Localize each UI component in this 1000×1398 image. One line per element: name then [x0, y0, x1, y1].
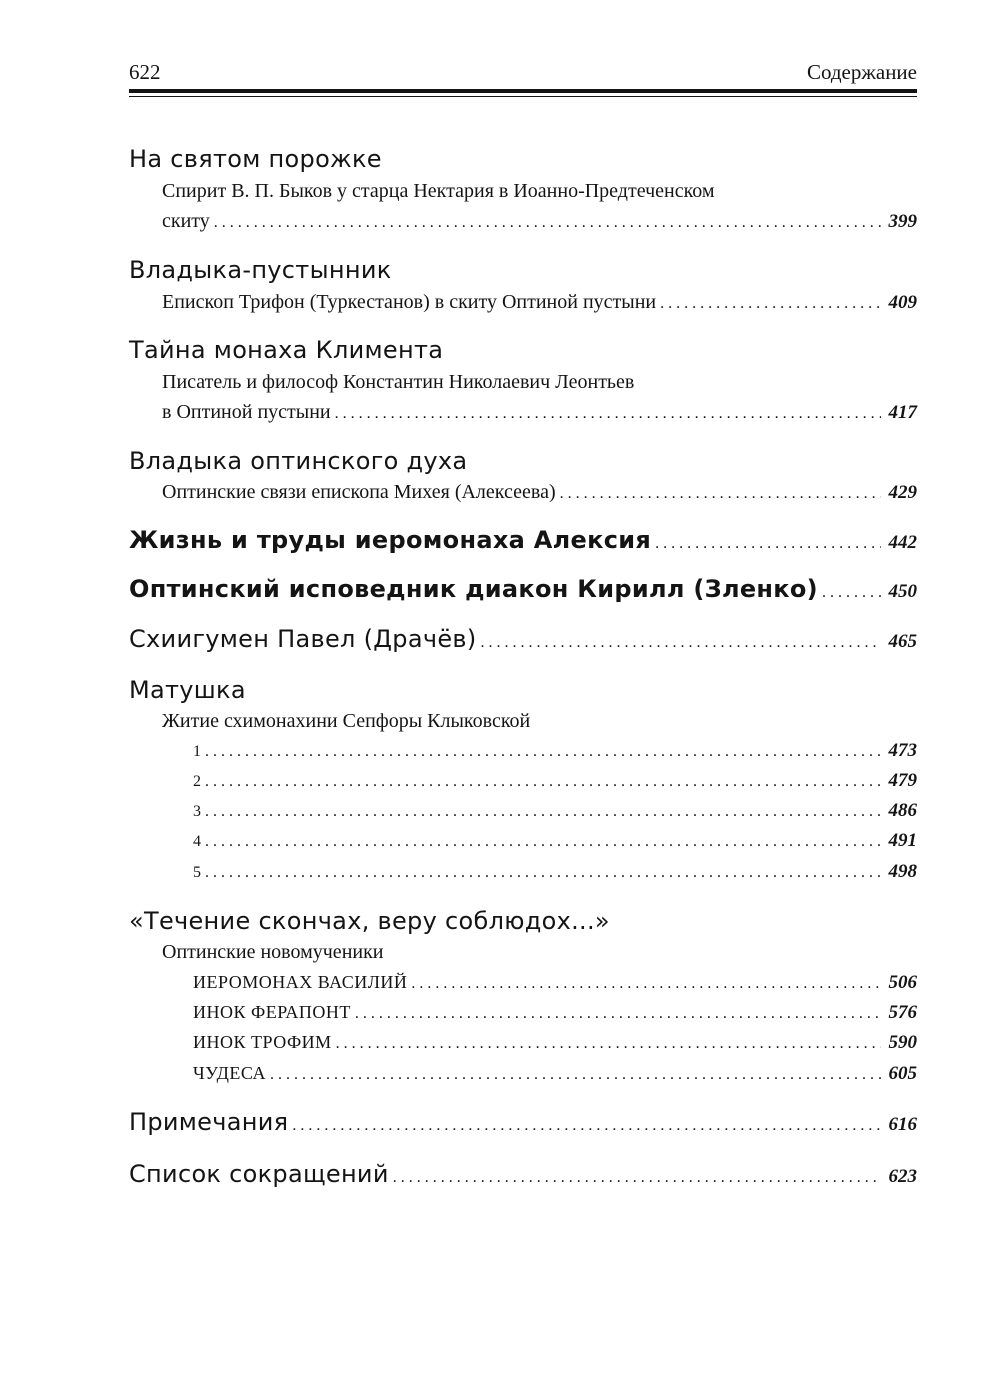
toc-entry-label: 1 — [193, 743, 201, 760]
toc-page-number: 616 — [888, 1114, 917, 1135]
toc-page-number: 399 — [888, 211, 917, 232]
dot-leader — [205, 773, 881, 791]
toc-entry-label: ЧУДЕСА — [193, 1063, 267, 1083]
toc-entry-label: 5 — [193, 864, 201, 881]
toc-page-number: 465 — [888, 631, 917, 652]
toc-entry-line[interactable] — [193, 1002, 917, 1024]
toc-title: «Течение скончах, веру соблюдох...» — [129, 907, 610, 935]
toc-page-number: 409 — [888, 292, 917, 313]
dot-leader — [205, 864, 881, 882]
dot-leader — [393, 1169, 881, 1187]
toc-subtitle: Житие схимонахини Сепфоры Клыковской — [162, 710, 531, 732]
toc-entry-line[interactable] — [129, 526, 917, 554]
toc-entry-line[interactable] — [193, 1063, 917, 1085]
toc-entry-label: Жизнь и труды иеромонаха Алексия — [129, 526, 652, 554]
toc-title: Владыка-пустынник — [129, 256, 392, 284]
toc-entry-label: Епископ Трифон (Туркестанов) в скиту Оптиной пустыни — [162, 291, 657, 313]
toc-page-number: 473 — [888, 740, 917, 761]
dot-leader — [205, 833, 881, 851]
toc-entry-label: скиту — [162, 210, 210, 232]
toc-page-number: 429 — [888, 482, 917, 503]
dot-leader — [355, 1005, 881, 1023]
toc-page-number: 486 — [888, 800, 917, 821]
dot-leader — [655, 535, 880, 553]
toc-entry-line[interactable] — [129, 575, 917, 603]
toc-entry-line[interactable] — [162, 481, 917, 504]
toc-page-number: 623 — [888, 1166, 917, 1187]
dot-leader — [660, 295, 880, 313]
toc-page-number: 450 — [888, 581, 917, 602]
toc-entry-label: Оптинский исповедник диакон Кирилл (Зленко) — [129, 575, 818, 603]
toc-entry-line[interactable] — [193, 800, 917, 822]
toc-entry-line[interactable] — [193, 972, 917, 994]
toc-subtitle: Писатель и философ Константин Николаевич Леонтьев — [162, 371, 635, 393]
toc-entry-label: в Оптиной пустыни — [162, 401, 331, 423]
dot-leader — [205, 743, 881, 761]
toc-page-number: 506 — [888, 972, 917, 993]
toc-entry-line[interactable] — [193, 1032, 917, 1054]
dot-leader — [560, 485, 881, 503]
toc-entry-line[interactable] — [162, 291, 917, 314]
running-head: Содержание — [806, 60, 917, 84]
dot-leader — [336, 1035, 881, 1053]
toc-entry-label: ИЕРОМОНАХ ВАСИЛИЙ — [193, 972, 408, 992]
toc-entry-line[interactable] — [193, 861, 917, 883]
toc-page-number: 417 — [888, 402, 917, 423]
toc-entry-label: ИНОК ТРОФИМ — [193, 1032, 332, 1052]
dot-leader — [292, 1117, 880, 1135]
toc-entry-label: Примечания — [129, 1108, 289, 1136]
toc-page-number: 576 — [888, 1002, 917, 1023]
toc-title: Матушка — [129, 676, 246, 704]
toc-entry-line[interactable] — [129, 1160, 917, 1188]
toc-entry-label: Оптинские связи епископа Михея (Алексеева) — [162, 481, 556, 503]
dot-leader — [481, 634, 881, 652]
toc-page-number: 498 — [888, 861, 917, 882]
dot-leader — [335, 405, 881, 423]
toc-entry-line[interactable] — [193, 830, 917, 852]
toc-page-number: 491 — [888, 830, 917, 851]
toc-entry-line[interactable] — [193, 770, 917, 792]
dot-leader — [822, 584, 881, 602]
page-number: 622 — [129, 60, 161, 84]
toc-page-number: 479 — [888, 770, 917, 791]
toc-page-number: 442 — [888, 532, 917, 553]
toc-entry-line[interactable] — [193, 740, 917, 762]
toc-entry-line[interactable] — [162, 210, 917, 233]
toc-subtitle: Спирит В. П. Быков у старца Нектария в Иоанно-Предтеченском — [162, 180, 715, 202]
toc-subtitle: Оптинские новомученики — [162, 941, 384, 963]
dot-leader — [214, 214, 881, 232]
dot-leader — [205, 803, 881, 821]
toc-entry-label: Список сокращений — [129, 1160, 389, 1188]
toc-entry-label: 4 — [193, 833, 201, 850]
toc-page-number: 590 — [888, 1032, 917, 1053]
header-rule-thick — [129, 89, 917, 93]
toc-title: На святом порожке — [129, 145, 382, 173]
toc-title: Владыка оптинского духа — [129, 447, 468, 475]
toc-entry-line[interactable] — [129, 625, 917, 653]
toc-entry-label: Схиигумен Павел (Драчёв) — [129, 625, 477, 653]
header-rule-thin — [129, 96, 917, 97]
toc-entry-label: 3 — [193, 803, 201, 820]
toc-page-number: 605 — [888, 1063, 917, 1084]
toc-entry-line[interactable] — [162, 401, 917, 424]
toc-entry-line[interactable] — [129, 1108, 917, 1136]
dot-leader — [270, 1066, 880, 1084]
toc-title: Тайна монаха Климента — [129, 336, 444, 364]
toc-entry-label: ИНОК ФЕРАПОНТ — [193, 1002, 351, 1022]
toc-entry-label: 2 — [193, 773, 201, 790]
dot-leader — [411, 975, 880, 993]
